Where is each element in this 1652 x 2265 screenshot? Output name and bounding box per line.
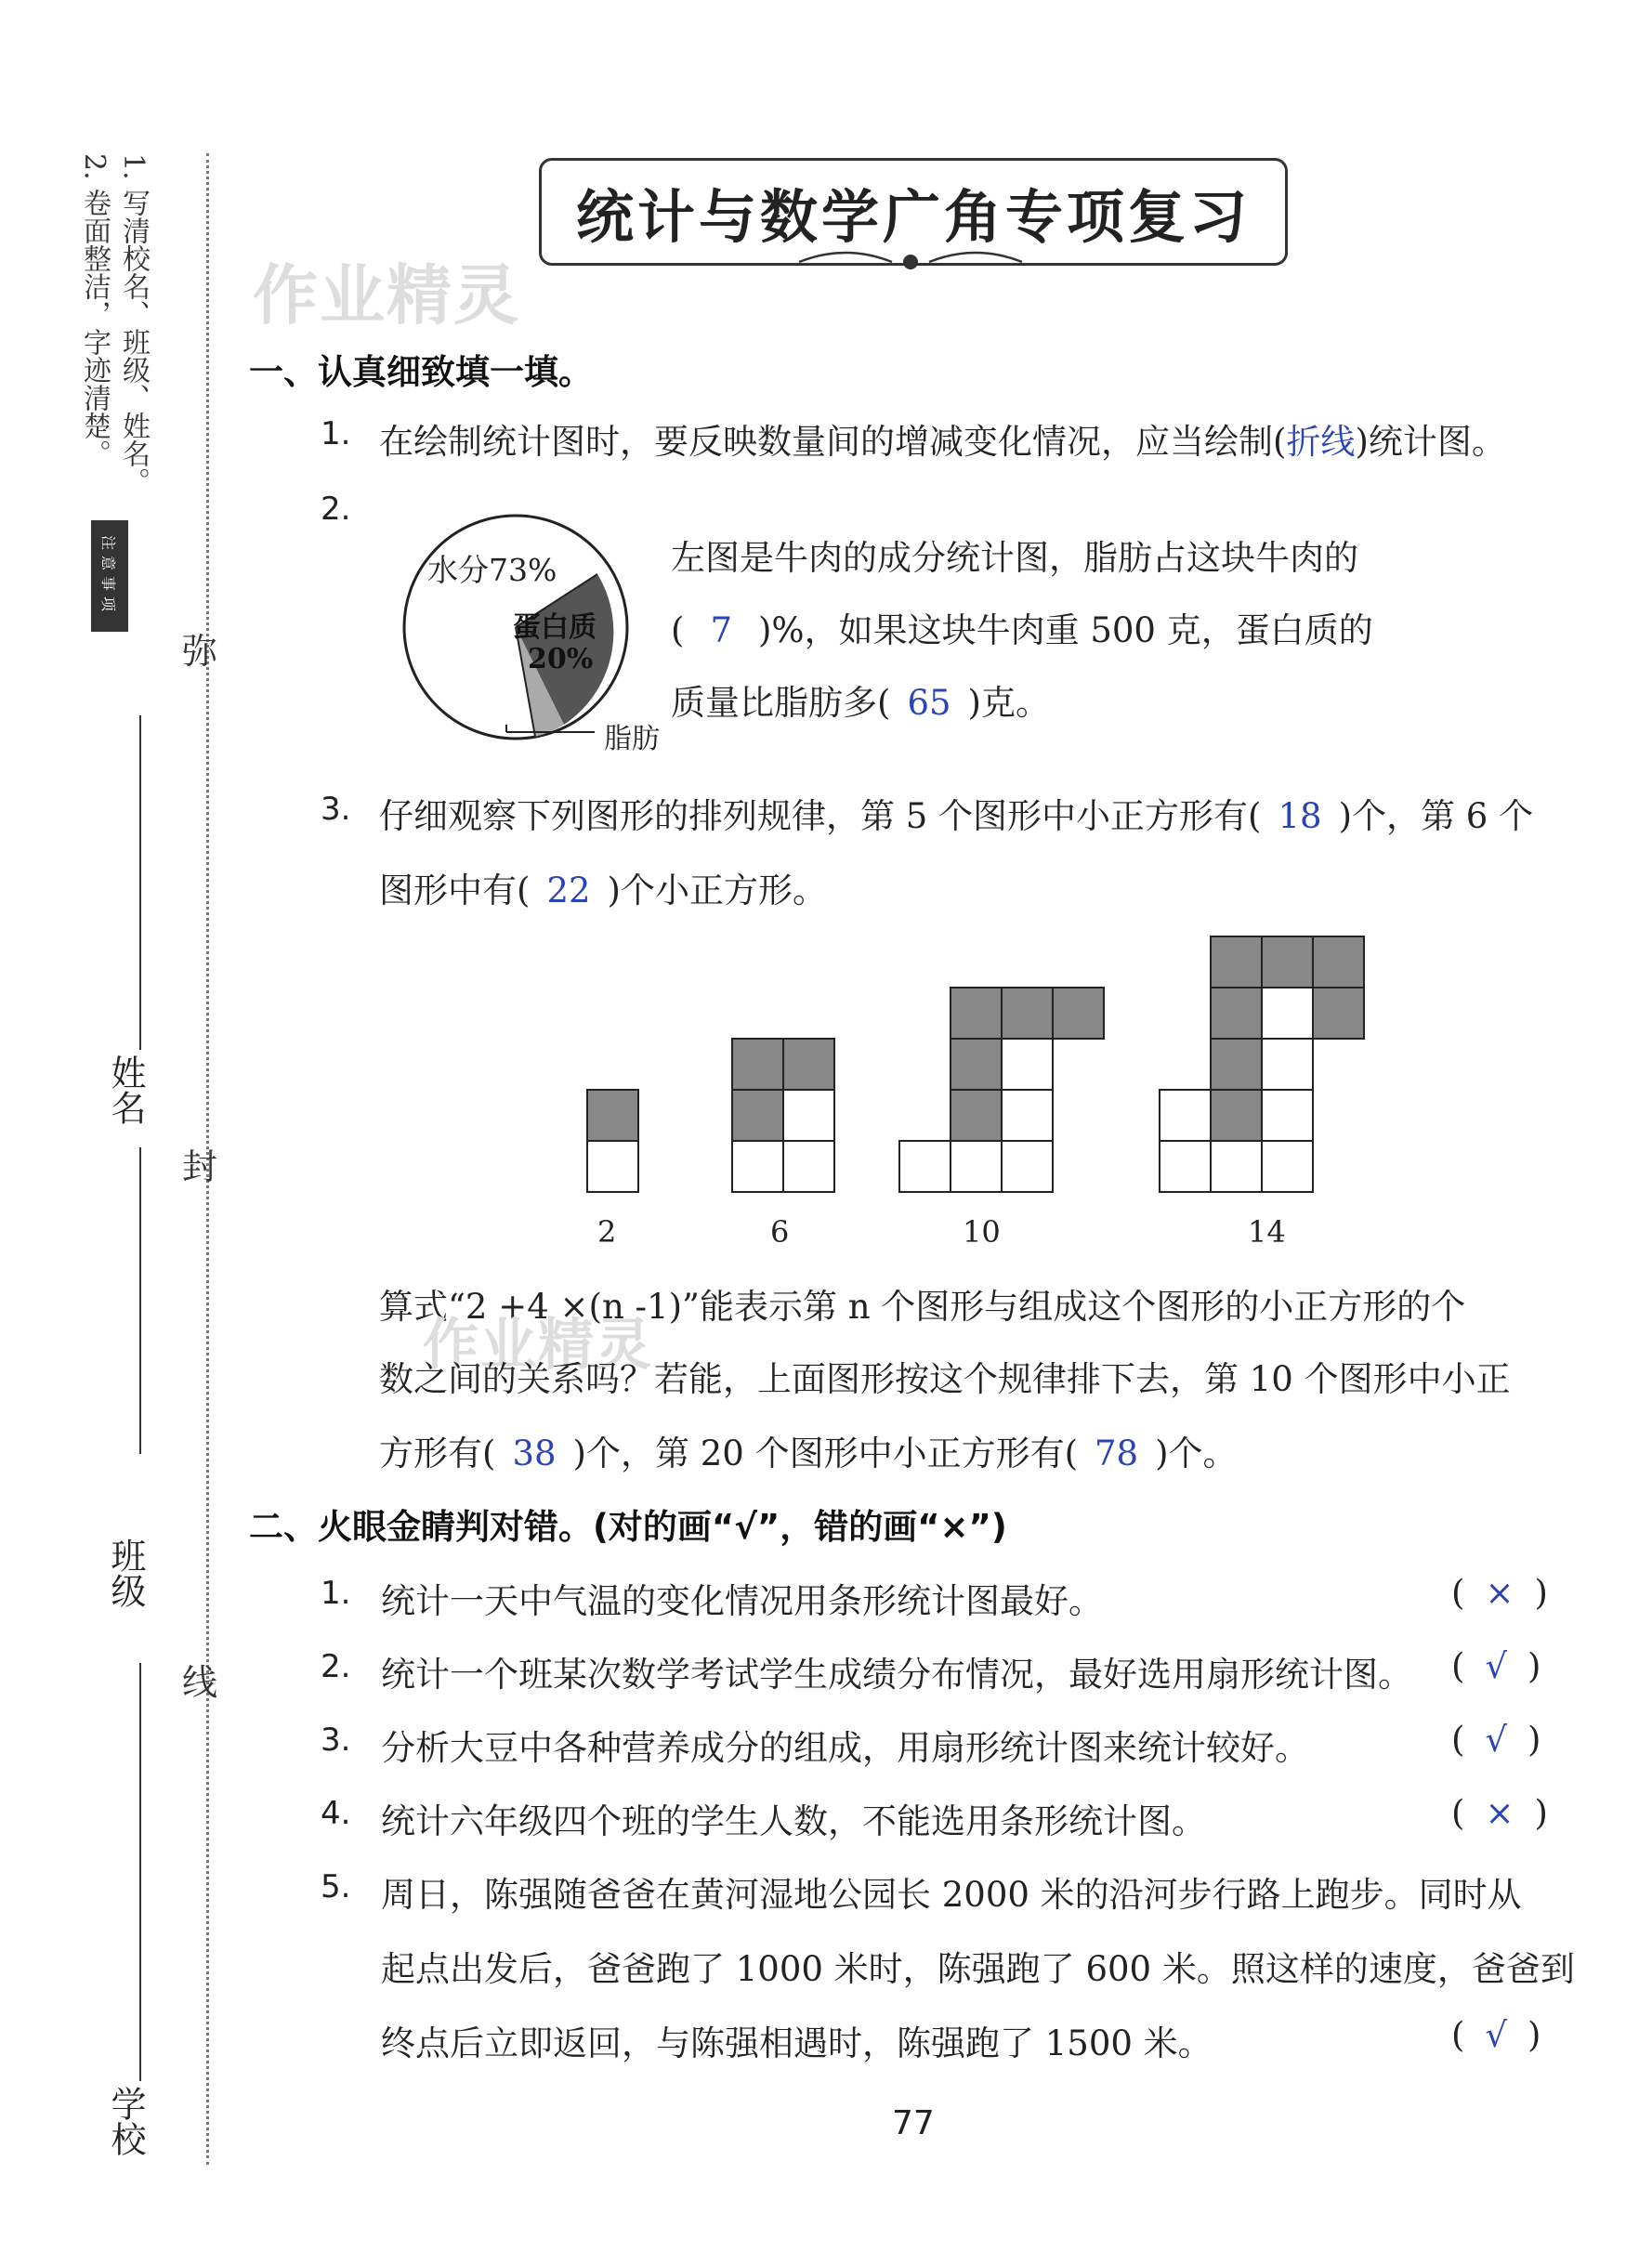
note-1: 1. 写清校名、班级、姓名。 [117,153,150,496]
name-field-line[interactable] [139,715,141,1050]
judge-2-text: 统计一个班某次数学考试学生成绩分布情况，最好选用扇形统计图。 [381,1655,1412,1695]
figure-caption-2: 6 [770,1214,790,1250]
judge-4-mark[interactable]: × [1485,1793,1514,1833]
q3-number: 3. [321,791,351,828]
page-title: 统计与数学广角专项复习 [539,158,1288,266]
pie-label-protein-pct: 20% [528,643,594,675]
seal-char-xian: 线 [182,1662,218,1703]
q3-line3: 算式“2 +4 ×(n -1)”能表示第 n 个图形与组成这个图形的小正方形的个 [379,1287,1466,1327]
q1-answer[interactable]: 折线 [1286,422,1356,462]
name-field-line-lower[interactable] [139,1147,141,1454]
q3-answer3[interactable]: 38 [512,1434,557,1473]
judge-2-number: 2. [321,1648,351,1685]
q2-line3: 质量比脂肪多( 65 )克。 [671,683,1050,723]
judge-4-bracket: ( × ) [1451,1793,1548,1833]
watermark-top: 作业精灵 [253,257,520,334]
q2-number: 2. [321,491,351,528]
judge-4-text: 统计六年级四个班的学生人数，不能选用条形统计图。 [381,1801,1206,1841]
q3-answer1[interactable]: 18 [1278,796,1322,836]
q3-line5: 方形有( 38 )个，第 20 个图形中小正方形有( 78 )个。 [379,1434,1238,1473]
q3-answer4[interactable]: 78 [1095,1434,1139,1473]
q2-answer1[interactable]: 7 [710,610,732,650]
q3-line4: 数之间的关系吗？若能，上面图形按这个规律排下去，第 10 个图形中小正 [379,1359,1511,1399]
q1-number: 1. [321,415,351,452]
exam-notes [74,153,152,495]
q1-text: 在绘制统计图时，要反映数量间的增减变化情况，应当绘制(折线)统计图。 [379,422,1506,462]
q3-line2: 图形中有( 22 )个小正方形。 [379,871,827,910]
judge-5-mark[interactable]: √ [1485,2015,1508,2055]
q3-line1: 仔细观察下列图形的排列规律，第 5 个图形中小正方形有( 18 )个，第 6 个 [379,796,1534,836]
judge-2-mark[interactable]: √ [1485,1646,1508,1686]
pie-label-fat: 脂肪 [604,723,660,755]
figure-caption-3: 10 [963,1214,1001,1250]
notes-badge: 注意事项 [91,520,128,632]
judge-3-bracket: ( √ ) [1451,1720,1541,1760]
judge-3-number: 3. [321,1722,351,1759]
name-field-label: 姓名 [105,1054,146,1125]
watermark-mid: 作业精灵 [423,1313,653,1378]
judge-1-number: 1. [321,1575,351,1612]
section1-heading: 一、认真细致填一填。 [249,352,593,392]
figure-caption-1: 2 [597,1214,617,1250]
judge-5-bracket: ( √ ) [1451,2015,1541,2055]
seal-char-mi: 弥 [182,631,218,672]
pie-label-protein: 蛋白质 [513,611,597,644]
judge-1-text: 统计一天中气温的变化情况用条形统计图最好。 [381,1581,1103,1621]
judge-1-bracket: ( × ) [1451,1573,1548,1613]
seal-char-feng: 封 [182,1146,218,1187]
q2-line1: 左图是牛肉的成分统计图，脂肪占这块牛肉的 [671,538,1358,578]
class-field-label: 班级 [105,1538,146,1608]
title-ornament [790,243,1031,281]
judge-4-number: 4. [321,1795,351,1832]
class-field-line[interactable] [139,1663,141,2081]
q3-answer2[interactable]: 22 [546,871,591,910]
judge-5-number: 5. [321,1868,351,1905]
pie-label-water: 水分73% [427,552,557,588]
section2-heading: 二、火眼金睛判对错。(对的画“√”，错的画“×”) [249,1507,1007,1547]
page-number: 77 [892,2104,935,2142]
judge-3-text: 分析大豆中各种营养成分的组成，用扇形统计图来统计较好。 [381,1728,1309,1768]
figure-caption-4: 14 [1248,1214,1286,1250]
school-field-label: 学校 [105,2086,146,2156]
judge-5-line3: 终点后立即返回，与陈强相遇时，陈强跑了 1500 米。 [381,2023,1213,2063]
judge-3-mark[interactable]: √ [1485,1720,1508,1760]
q2-answer2[interactable]: 65 [907,683,951,723]
judge-5-line2: 起点出发后，爸爸跑了 1000 米时，陈强跑了 600 米。照这样的速度，爸爸到 [381,1949,1575,1989]
judge-1-mark[interactable]: × [1485,1573,1514,1613]
judge-5-line1: 周日，陈强随爸爸在黄河湿地公园长 2000 米的沿河步行路上跑步。同时从 [381,1875,1522,1915]
q2-line2: ( 7 )%，如果这块牛肉重 500 克，蛋白质的 [671,610,1373,650]
square-pattern-figures [576,924,1394,1203]
note-2: 2. 卷面整洁，字迹清楚。 [78,153,111,468]
judge-2-bracket: ( √ ) [1451,1646,1541,1686]
